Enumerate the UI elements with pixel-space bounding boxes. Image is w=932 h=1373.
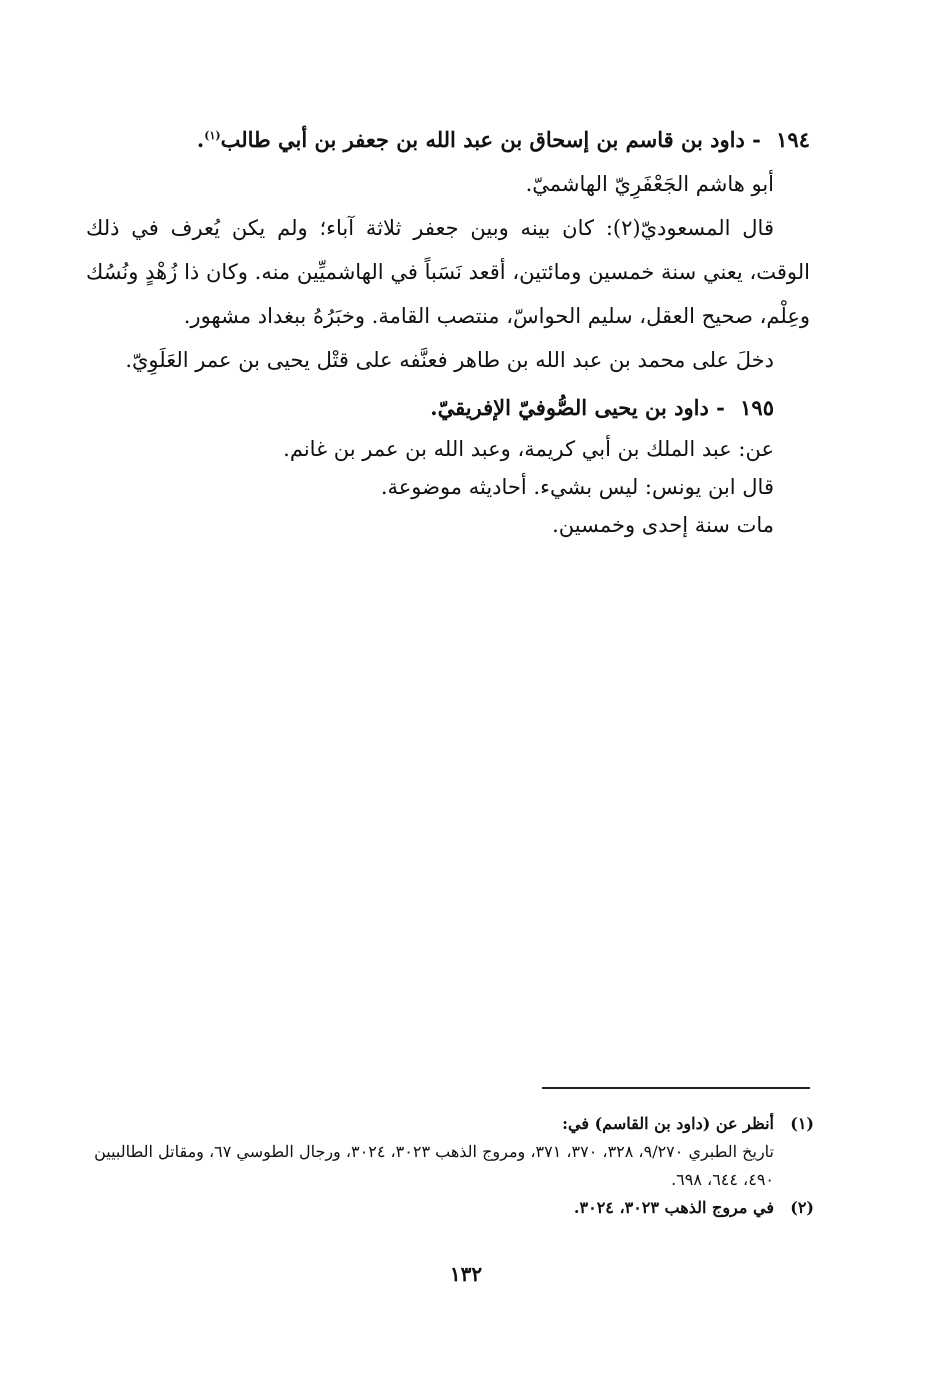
page-number: ١٣٢ — [449, 1262, 483, 1286]
entry-paragraph: قال ابن يونس: ليس بشيء. أحاديثه موضوعة. — [380, 475, 774, 499]
entry-heading — [86, 386, 774, 430]
entry-paragraph: دخلَ على محمد بن عبد الله بن طاهر فعنَّفه على قتْل يحيى بن عمر العَلَوِيّ. — [125, 348, 774, 372]
main-text — [86, 118, 810, 544]
entry-title: - داود بن قاسم بن إسحاق بن عبد الله بن جعفر بن أبي طالب — [220, 127, 761, 152]
footnote-marker: (١) — [790, 1114, 814, 1133]
entry-paragraph: مات سنة إحدى وخمسين. — [552, 513, 774, 537]
footnote-item — [86, 1194, 814, 1222]
footnotes — [86, 1080, 814, 1222]
footnote-lead: في مروج الذهب ٣٠٢٣، ٣٠٢٤. — [573, 1198, 774, 1217]
entry-paragraph: عن: عبد الملك بن أبي كريمة، وعبد الله بن عمر بن غانم. — [283, 437, 774, 461]
entry-title: - داود بن يحيى الصُّوفيّ الإفريقيّ. — [430, 395, 725, 420]
entry-block — [86, 386, 810, 544]
footnote-marker: (٢) — [790, 1198, 814, 1217]
entry-heading — [86, 118, 810, 162]
entry-title-end: . — [196, 127, 205, 152]
entry-number: ١٩٤ — [776, 127, 810, 152]
entry-paragraph: قال المسعوديّ(٢): كان بينه وبين جعفر ثلاثة آباء؛ ولم يكن يُعرف في ذلك الوقت، يعني سنة خمسين ومائتين، أقعد نَسَباً في الهاشميِّين منه. وكان ذا زُهْدٍ ونُسُك وعِلْم، صحيح العقل، سليم الحواسّ، منتصب القامة. وخبَرُهُ ببغداد مشهور. — [86, 216, 810, 328]
footnote-ref: (١) — [204, 129, 221, 142]
footnote-text: تاريخ الطبري ٩/٢٧٠، ٣٢٨، ٣٧٠، ٣٧١، ومروج الذهب ٣٠٢٣، ٣٠٢٤، ورجال الطوسي ٦٧، ومقاتل الطالبيين ٤٩٠، ٦٤٤، ٦٩٨. — [94, 1142, 774, 1189]
entry-number: ١٩٥ — [740, 395, 774, 420]
entry-paragraph: أبو هاشم الجَعْفَرِيّ الهاشميّ. — [525, 172, 774, 196]
footnote-item — [86, 1110, 814, 1194]
footnote-lead: أنظر عن (داود بن القاسم) في: — [562, 1114, 774, 1133]
